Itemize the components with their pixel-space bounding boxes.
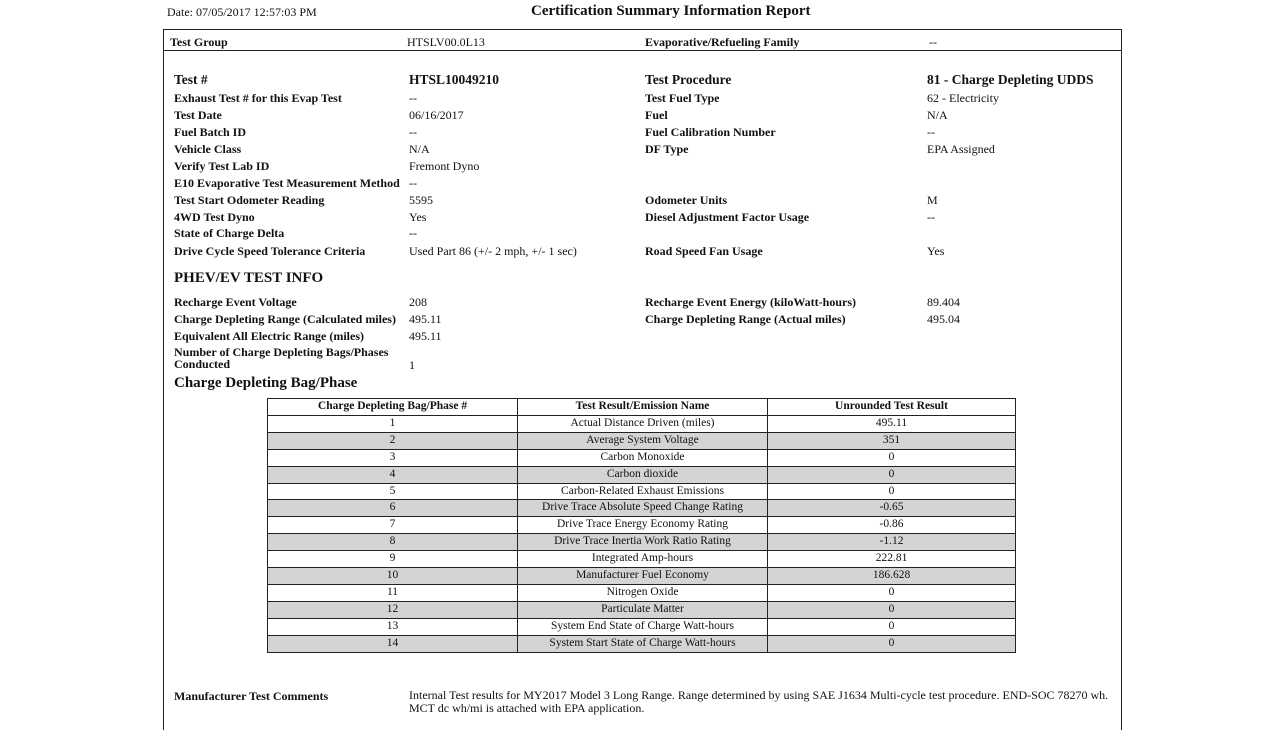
comments-label: Manufacturer Test Comments <box>174 689 329 703</box>
table-cell: Drive Trace Energy Economy Rating <box>518 517 768 534</box>
table-cell: Drive Trace Inertia Work Ratio Rating <box>518 534 768 551</box>
table-cell: 6 <box>268 500 518 517</box>
table-cell: 10 <box>268 568 518 585</box>
table-cell: 8 <box>268 534 518 551</box>
table-row <box>268 584 1016 601</box>
bags-conducted-label: Number of Charge Depleting Bags/Phases Conducted <box>174 345 389 371</box>
table-row <box>268 568 1016 585</box>
group-divider <box>163 50 1121 51</box>
test-procedure-value: 81 - Charge Depleting UDDS <box>927 72 1094 87</box>
field-label: Verify Test Lab ID <box>174 159 270 173</box>
bag-section-title: Charge Depleting Bag/Phase <box>174 375 358 391</box>
table-cell: -1.12 <box>768 534 1016 551</box>
field-value: -- <box>409 125 417 139</box>
test-number-value: HTSL10049210 <box>409 72 500 87</box>
table-cell: 9 <box>268 551 518 568</box>
table-cell: 14 <box>268 635 518 652</box>
field-value: M <box>927 193 938 207</box>
table-cell: 13 <box>268 618 518 635</box>
evap-family-label: Evaporative/Refueling Family <box>645 35 800 49</box>
field-label: Fuel <box>645 108 668 122</box>
field-value: 495.11 <box>409 329 442 343</box>
table-cell: Integrated Amp-hours <box>518 551 768 568</box>
field-label: Recharge Event Voltage <box>174 295 297 309</box>
table-cell: 222.81 <box>768 551 1016 568</box>
table-row <box>268 551 1016 568</box>
field-label: State of Charge Delta <box>174 226 285 240</box>
field-value: EPA Assigned <box>927 142 995 156</box>
field-value: N/A <box>927 108 948 122</box>
table-cell: Drive Trace Absolute Speed Change Rating <box>518 500 768 517</box>
table-row <box>268 635 1016 652</box>
test-group-value: HTSLV00.0L13 <box>407 35 485 49</box>
field-label: Charge Depleting Range (Actual miles) <box>645 312 846 326</box>
table-row <box>268 483 1016 500</box>
field-label: Test Date <box>174 108 222 122</box>
field-value: 06/16/2017 <box>409 108 464 122</box>
table-row <box>268 534 1016 551</box>
table-cell: Carbon dioxide <box>518 466 768 483</box>
comments-text: Internal Test results for MY2017 Model 3 Long Range. Range determined by using SAE J1634 Multi-cycle test procedure. END-SOC 78270 wh. MCT dc wh/mi is attached with EPA application. <box>409 688 1109 715</box>
table-row <box>268 618 1016 635</box>
field-label: Road Speed Fan Usage <box>645 244 763 258</box>
phev-section-title: PHEV/EV TEST INFO <box>174 270 324 286</box>
column-header: Test Result/Emission Name <box>518 399 768 416</box>
test-procedure-label: Test Procedure <box>645 72 732 87</box>
table-row <box>268 466 1016 483</box>
table-cell: 4 <box>268 466 518 483</box>
table-cell: -0.65 <box>768 500 1016 517</box>
report-title: Certification Summary Information Report <box>531 3 811 19</box>
column-header: Unrounded Test Result <box>768 399 1016 416</box>
table-cell: 7 <box>268 517 518 534</box>
field-value: 89.404 <box>927 295 960 309</box>
table-row <box>268 500 1016 517</box>
field-label: Diesel Adjustment Factor Usage <box>645 210 810 224</box>
table-cell: 0 <box>768 618 1016 635</box>
field-label: Fuel Batch ID <box>174 125 246 139</box>
field-value: Fremont Dyno <box>409 159 480 173</box>
field-value: 495.04 <box>927 312 960 326</box>
table-cell: -0.86 <box>768 517 1016 534</box>
table-cell: 0 <box>768 601 1016 618</box>
field-label: Test Start Odometer Reading <box>174 193 325 207</box>
field-label: Test Fuel Type <box>645 91 720 105</box>
table-cell: 12 <box>268 601 518 618</box>
table-cell: 0 <box>768 466 1016 483</box>
field-value: 208 <box>409 295 427 309</box>
table-cell: System Start State of Charge Watt-hours <box>518 635 768 652</box>
field-label: Vehicle Class <box>174 142 242 156</box>
table-row <box>268 415 1016 432</box>
table-row <box>268 601 1016 618</box>
field-label: Exhaust Test # for this Evap Test <box>174 91 342 105</box>
table-cell: Nitrogen Oxide <box>518 584 768 601</box>
field-label: 4WD Test Dyno <box>174 210 255 224</box>
field-value: -- <box>409 226 417 240</box>
bag-phase-table <box>267 398 1016 653</box>
table-cell: 495.11 <box>768 415 1016 432</box>
field-value: Used Part 86 (+/- 2 mph, +/- 1 sec) <box>409 244 577 258</box>
field-value: 62 - Electricity <box>927 91 999 105</box>
table-cell: 1 <box>268 415 518 432</box>
test-group-label: Test Group <box>170 35 228 49</box>
table-cell: Average System Voltage <box>518 432 768 449</box>
field-label: Fuel Calibration Number <box>645 125 776 139</box>
bags-conducted-value: 1 <box>409 358 415 372</box>
field-value: N/A <box>409 142 430 156</box>
field-value: -- <box>927 210 935 224</box>
table-row <box>268 449 1016 466</box>
field-value: 495.11 <box>409 312 442 326</box>
table-cell: 186.628 <box>768 568 1016 585</box>
field-label: Odometer Units <box>645 193 728 207</box>
field-value: -- <box>409 176 417 190</box>
field-label: Equivalent All Electric Range (miles) <box>174 329 364 343</box>
field-label: Charge Depleting Range (Calculated miles) <box>174 312 396 326</box>
field-value: -- <box>927 125 935 139</box>
table-cell: 11 <box>268 584 518 601</box>
table-cell: 5 <box>268 483 518 500</box>
field-value: -- <box>409 91 417 105</box>
table-cell: 351 <box>768 432 1016 449</box>
report-date: Date: 07/05/2017 12:57:03 PM <box>167 5 317 19</box>
table-cell: Manufacturer Fuel Economy <box>518 568 768 585</box>
column-header: Charge Depleting Bag/Phase # <box>268 399 518 416</box>
table-row <box>268 517 1016 534</box>
field-value: Yes <box>927 244 945 258</box>
table-cell: 3 <box>268 449 518 466</box>
table-row <box>268 432 1016 449</box>
table-cell: 2 <box>268 432 518 449</box>
table-cell: System End State of Charge Watt-hours <box>518 618 768 635</box>
field-label: DF Type <box>645 142 689 156</box>
field-label: Recharge Event Energy (kiloWatt-hours) <box>645 295 856 309</box>
field-label: E10 Evaporative Test Measurement Method <box>174 176 400 190</box>
table-cell: Carbon-Related Exhaust Emissions <box>518 483 768 500</box>
field-value: 5595 <box>409 193 433 207</box>
table-cell: Actual Distance Driven (miles) <box>518 415 768 432</box>
table-cell: 0 <box>768 449 1016 466</box>
table-cell: Carbon Monoxide <box>518 449 768 466</box>
field-value: Yes <box>409 210 427 224</box>
table-cell: 0 <box>768 483 1016 500</box>
table-cell: Particulate Matter <box>518 601 768 618</box>
table-header-row <box>268 399 1016 416</box>
test-number-label: Test # <box>174 72 208 87</box>
table-cell: 0 <box>768 635 1016 652</box>
field-label: Drive Cycle Speed Tolerance Criteria <box>174 244 366 258</box>
table-cell: 0 <box>768 584 1016 601</box>
evap-family-value: -- <box>929 35 937 49</box>
